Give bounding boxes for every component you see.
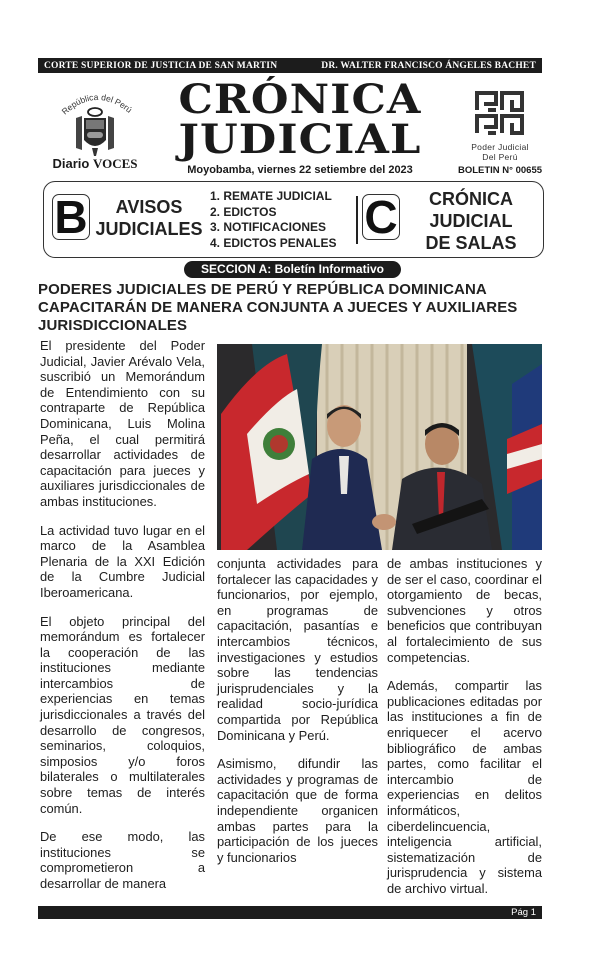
pj-logo-icon xyxy=(474,90,526,136)
bulletin-number: BOLETIN N° 00655 xyxy=(457,165,543,176)
section-divider xyxy=(356,196,358,244)
director-name: DR. WALTER FRANCISCO ÁNGELES BACHET xyxy=(321,60,536,71)
sections-box xyxy=(43,181,544,258)
article-headline: PODERES JUDICIALES DE PERÚ Y REPÚBLICA DOMINICANA CAPACITARÁN DE MANERA CONJUNTA A JUECES Y AUXILIARES JURISDICCIONALES xyxy=(38,281,518,334)
paragraph: El objeto principal del memorándum es fortalecer la cooperación de las instituciones mediante intercambios de experiencias en temas jurisdiccionales a través del desarrollo de congresos, seminarios, coloquios, simposios y/o foros bilaterales o multilaterales sobre temas de interés común. xyxy=(40,613,205,816)
org-name-line2: Del Perú xyxy=(482,152,518,162)
section-b-title-line2: JUDICIALES xyxy=(95,219,203,239)
coat-of-arms-icon xyxy=(72,104,118,156)
masthead xyxy=(178,76,422,176)
section-c-title-line2: JUDICIAL xyxy=(429,211,513,231)
article-column-2 xyxy=(217,556,378,865)
section-c-title xyxy=(406,188,536,254)
section-c-title-line3: DE SALAS xyxy=(425,233,517,253)
article-column-1 xyxy=(40,338,205,892)
publication-date: Moyobamba, viernes 22 setiembre del 2023 xyxy=(187,164,413,176)
section-b-title-line1: AVISOS xyxy=(115,197,183,217)
section-b-item: 3. NOTIFICACIONES xyxy=(210,220,327,234)
paragraph: Asimismo, difundir las actividades y programas de capacitación que de forma independiente organicen ambas partes para la participación de los jueces y funcionarios xyxy=(217,756,378,865)
section-b-item: 1. REMATE JUDICIAL xyxy=(210,189,332,203)
diario-voces-logo xyxy=(50,84,140,174)
court-name: CORTE SUPERIOR DE JUSTICIA DE SAN MARTIN xyxy=(44,60,278,71)
section-c-letter: C xyxy=(364,191,398,243)
paragraph: La actividad tuvo lugar en el marco de la Asamblea Plenaria de la XXI Edición de la Cumbre Judicial Iberoamericana. xyxy=(40,522,205,600)
section-b-list xyxy=(210,189,336,251)
section-b-letter: B xyxy=(54,191,88,243)
masthead-title-line2: JUDICIAL xyxy=(178,116,422,163)
paragraph: El presidente del Poder Judicial, Javier Arévalo Vela, suscribió un Memorándum de Entendimiento con su contraparte de República Dominicana, Luis Molina Peña, el cual permitirá desarrollar actividades de capacitación para jueces y auxiliares jurisdiccionales de ambas instituciones. xyxy=(40,338,205,509)
article-column-3 xyxy=(387,556,542,896)
section-b-badge xyxy=(52,191,90,243)
section-label: SECCION A: Boletín Informativo xyxy=(184,261,401,278)
article-photo xyxy=(217,344,542,550)
paragraph: De ese modo, las instituciones se comprometieron a desarrollar de manera xyxy=(40,829,205,891)
brand-voces: VOCES xyxy=(92,156,138,171)
arc-text: República del Perú xyxy=(59,91,135,117)
poder-judicial-logo xyxy=(452,90,548,176)
brand-name xyxy=(50,156,140,172)
top-bar xyxy=(38,58,542,73)
paragraph: Además, compartir las publicaciones editadas por las instituciones a fin de enriquecer el acervo bibliográfico de ambas partes, como facilitar el intercambio de experiencias en delitos informáticos, ciberdelincuencia, inteligencia artificial, sistematización de jurisprudencia y sistema de archivo virtual. xyxy=(387,678,542,896)
section-c-badge xyxy=(362,191,400,243)
org-name-line1: Poder Judicial xyxy=(471,142,529,152)
section-b-item: 4. EDICTOS PENALES xyxy=(210,235,337,250)
paragraph: de ambas instituciones y de ser el caso, coordinar el otorgamiento de becas, subvenciones y otros beneficios que contribuyan al fortalecimiento de sus competencias. xyxy=(387,556,542,665)
handshake-photo-illustration xyxy=(217,344,542,550)
masthead-title-line1: CRÓNICA xyxy=(178,76,422,123)
footer-bar xyxy=(38,906,542,919)
section-b-item: 2. EDICTOS xyxy=(210,204,277,219)
section-c-title-line1: CRÓNICA xyxy=(429,189,513,209)
paragraph: conjunta actividades para fortalecer las capacidades y funcionarios, por ejemplo, en programas de capacitación, pasantías e intercambios técnicos, investigaciones y estudios sobre las tendencias jurisprudenciales y la realidad socio-jurídica compartida por República Dominicana y Perú. xyxy=(217,556,378,743)
page-number: Pág 1 xyxy=(511,907,536,918)
brand-prefix: Diario xyxy=(52,156,93,171)
section-b-title xyxy=(92,196,206,240)
